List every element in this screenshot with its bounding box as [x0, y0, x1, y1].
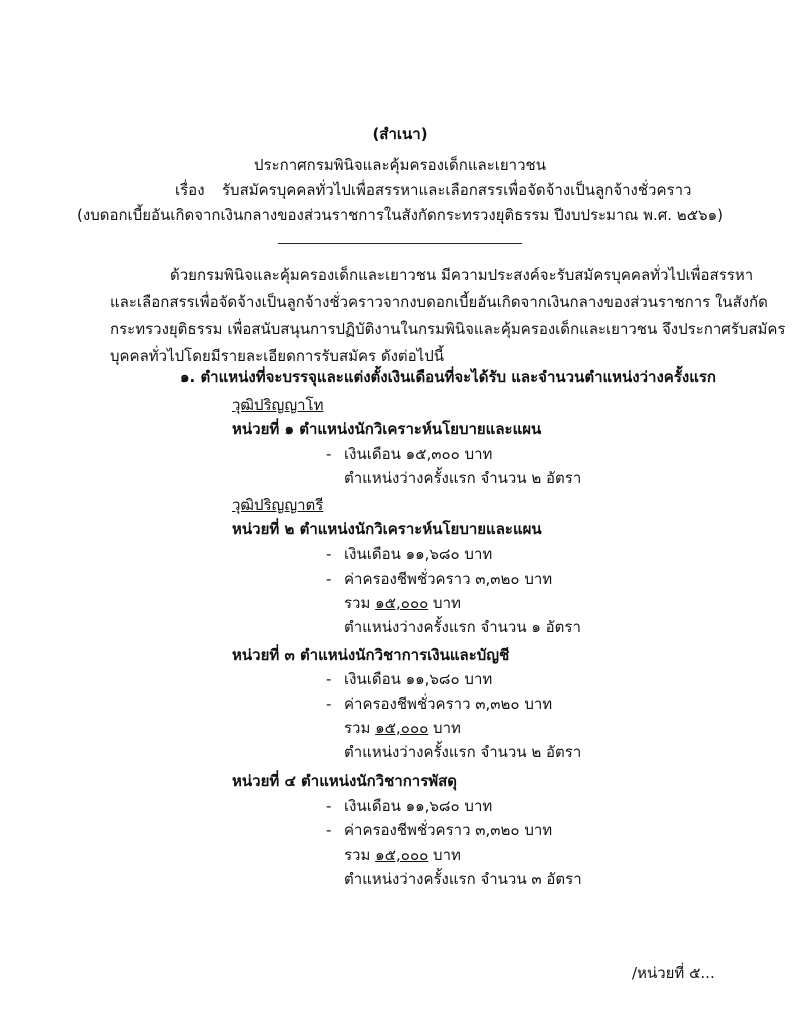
bullet-dash: - — [326, 445, 332, 463]
bullet-dash: - — [326, 797, 332, 815]
total-value: ๑๕,๐๐๐ — [375, 719, 429, 737]
salary-text: เงินเดือน ๑๑,๖๘๐ บาท — [344, 545, 493, 563]
allowance-text: ค่าครองชีพชั่วคราว ๓,๓๒๐ บาท — [344, 821, 553, 839]
unit-4-total — [344, 845, 461, 865]
bullet-dash: - — [326, 670, 332, 688]
intro-line: กระทรวงยุติธรรม เพื่อสนับสนุนการปฏิบัติงานในกรมพินิจและคุ้มครองเด็กและเยาวชน จึงประกาศรับสมัคร — [110, 320, 786, 338]
unit-4-allowance — [326, 820, 552, 840]
masters-degree-label: วุฒิปริญญาโท — [232, 396, 324, 414]
intro-paragraph — [110, 262, 786, 370]
total-label: รวม — [344, 846, 371, 864]
bullet-dash: - — [326, 821, 332, 839]
unit-4-vacancy: ตำแหน่งว่างครั้งแรก จำนวน ๓ อัตรา — [344, 870, 582, 888]
unit-2-allowance — [326, 569, 552, 589]
unit-1-salary — [326, 444, 492, 464]
total-label: รวม — [344, 719, 371, 737]
bullet-dash: - — [326, 545, 332, 563]
copy-mark: (สำเนา) — [372, 125, 428, 143]
salary-text: เงินเดือน ๑๕,๓๐๐ บาท — [344, 445, 493, 463]
unit-3-allowance — [326, 694, 552, 714]
subject-label: เรื่อง — [175, 181, 205, 199]
unit-2-salary — [326, 544, 492, 564]
intro-line: ด้วยกรมพินิจและคุ้มครองเด็กและเยาวชน มีความประสงค์จะรับสมัครบุคคลทั่วไปเพื่อสรรหา — [170, 266, 754, 284]
total-label: รวม — [344, 594, 371, 612]
budget-note: (งบดอกเบี้ยอันเกิดจากเงินกลางของส่วนราชการในสังกัดกระทรวงยุติธรรม ปีงบประมาณ พ.ศ. ๒๕๖๑) — [77, 206, 723, 224]
bachelors-degree-label: วุฒิปริญญาตรี — [232, 496, 324, 514]
continuation-note: /หน่วยที่ ๕... — [632, 964, 715, 982]
bullet-dash: - — [326, 695, 332, 713]
section-1-heading: ๑. ตำแหน่งที่จะบรรจุและแต่งตั้งเงินเดือนที่จะได้รับ และจำนวนตำแหน่งว่างครั้งแรก — [180, 368, 717, 386]
unit-4-salary — [326, 796, 492, 816]
unit-1-title: หน่วยที่ ๑ ตำแหน่งนักวิเคราะห์นโยบายและแผน — [232, 420, 542, 438]
total-unit: บาท — [433, 594, 461, 612]
allowance-text: ค่าครองชีพชั่วคราว ๓,๓๒๐ บาท — [344, 570, 553, 588]
unit-1-vacancy: ตำแหน่งว่างครั้งแรก จำนวน ๒ อัตรา — [344, 469, 582, 487]
total-value: ๑๕,๐๐๐ — [375, 594, 429, 612]
total-value: ๑๕,๐๐๐ — [375, 846, 429, 864]
unit-3-title: หน่วยที่ ๓ ตำแหน่งนักวิชาการเงินและบัญชี — [232, 646, 510, 664]
subject-text: รับสมัครบุคคลทั่วไปเพื่อสรรหาและเลือกสรรเพื่อจัดจ้างเป็นลูกจ้างชั่วคราว — [222, 181, 692, 199]
header-divider — [278, 243, 522, 244]
unit-3-total — [344, 718, 461, 738]
bullet-dash: - — [326, 570, 332, 588]
total-unit: บาท — [433, 719, 461, 737]
unit-2-total — [344, 593, 461, 613]
intro-line: และเลือกสรรเพื่อจัดจ้างเป็นลูกจ้างชั่วคราวจากงบดอกเบี้ยอันเกิดจากเงินกลางของส่วนราชการ ในสังกัด — [110, 293, 768, 311]
unit-3-salary — [326, 669, 492, 689]
salary-text: เงินเดือน ๑๑,๖๘๐ บาท — [344, 670, 493, 688]
total-unit: บาท — [433, 846, 461, 864]
unit-2-vacancy: ตำแหน่งว่างครั้งแรก จำนวน ๑ อัตรา — [344, 618, 581, 636]
unit-3-vacancy: ตำแหน่งว่างครั้งแรก จำนวน ๒ อัตรา — [344, 743, 582, 761]
issuer-title: ประกาศกรมพินิจและคุ้มครองเด็กและเยาวชน — [254, 156, 546, 174]
allowance-text: ค่าครองชีพชั่วคราว ๓,๓๒๐ บาท — [344, 695, 553, 713]
unit-2-title: หน่วยที่ ๒ ตำแหน่งนักวิเคราะห์นโยบายและแผน — [232, 520, 542, 538]
intro-line: บุคคลทั่วไปโดยมีรายละเอียดการรับสมัคร ดังต่อไปนี้ — [110, 347, 444, 365]
salary-text: เงินเดือน ๑๑,๖๘๐ บาท — [344, 797, 493, 815]
unit-4-title: หน่วยที่ ๔ ตำแหน่งนักวิชาการพัสดุ — [232, 772, 458, 790]
